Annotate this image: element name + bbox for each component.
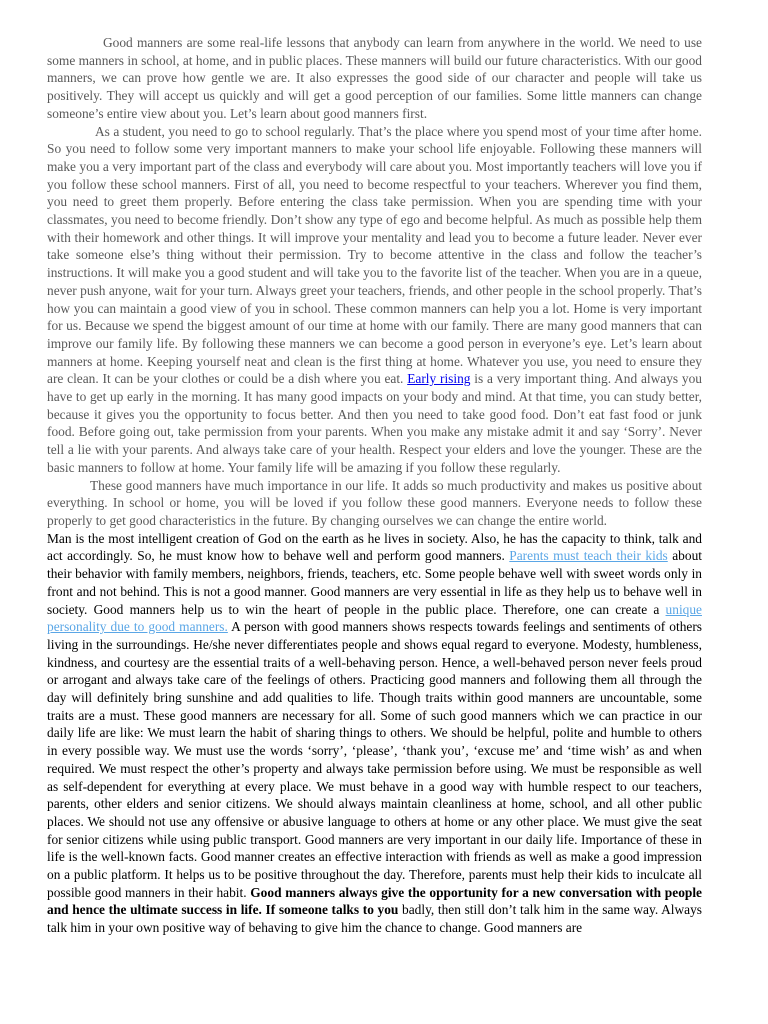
paragraph-text: As a student, you need to go to school regularly. That’s the place where you spend most of your time after home. So you need to follow some very important manners to make your school life enjoyable. Following these manners will make you a very important part of the class and everybody will care about you. Most importantly teachers will love you if you follow these school manners. First of all, you need to become respectful to your teachers. Wherever you find them, you need to greet them properly. Before entering the class take permission. When you are spending time with your classmates, you need to become friendly. Don’t show any type of ego and become helpful. As much as possible help them with their homework and other things. It will improve your mentality and lead you to become a future leader. Never ever take someone else’s thing without their permission. Try to become attentive in the class and follow the teacher’s instructions. It will make you a good student and will take you to the favorite list of the teacher. When you are in a queue, never push anyone, wait for your turn. Always greet your teachers, friends, and other people in the school properly. That’s how you can maintain a good view of you in school. These common manners can help you a lot. Home is very important for us. Because we spend the biggest amount of our time at home with our family. There are many good manners that can improve our family life. By following these manners we can become a good person in everyone’s eye. Let’s learn about manners at home. Keeping yourself neat and clean is the first thing at home. Whatever you use, you need to ensure they are clean. It can be your clothes or could be a dish where you eat. xyxy=(47,123,702,387)
link-early-rising[interactable]: Early rising xyxy=(407,371,471,387)
bold-statement: Good manners always give the opportunity for a new conversation with people and hence the ultimate success in life. If someone talks to you xyxy=(47,884,702,918)
paragraph-man-society xyxy=(47,530,702,937)
link-parents-teach-kids[interactable]: Parents must teach their kids xyxy=(509,548,668,564)
paragraph-school-home xyxy=(47,123,702,477)
paragraph-text: badly, then still don’t talk him in the same way. Always talk him in your own positive way of behaving to give him the chance to change. Good manners are xyxy=(47,902,702,936)
document-page xyxy=(47,34,702,937)
paragraph-text: A person with good manners shows respects towards feelings and sentiments of others living in the surroundings. He/she never differentiates people and shows equal regard to everyone. Modesty, humbleness, kindness, and courtesy are the essential traits of a well-behaving person. Hence, a well-behaved person never feels proud or arrogant and always take care of the feelings of others. Practicing good manners and following them all through the day will definitely bring sunshine and add qualities to life. Though traits within good manners are uncountable, some traits are a must. These good manners are necessary for all. Some of such good manners which we can practice in our daily life are like: We must learn the habit of sharing things to others. We should be helpful, polite and humble to others in every possible way. We must use the words ‘sorry’, ‘please’, ‘thank you’, ‘excuse me’ and ‘time wish’ as and when required. We must respect the other’s property and always take permission before using. We must be responsible as well as self-dependent for everything at every place. We must behave in a good way with humble respect to our teachers, parents, other elders and senior citizens. We should always maintain cleanliness at home, school, and all other public places. We should not use any offensive or abusive language to others at home or any other place. We must give the seat for senior citizens while using public transport. Good manners are very important in our daily life. Importance of these in life is the well-known facts. Good manner creates an effective interaction with friends as well as make a good impression on a public platform. It helps us to be positive throughout the day. Therefore, parents must help their kids to inculcate all possible good manners in their habit. xyxy=(47,619,702,900)
paragraph-text: about their behavior with family members, neighbors, friends, teachers, etc. Some people behave well with sweet words only in front and not behind. This is not a good manner. Good manners are very essential in life as they help us to behave well in society. Good manners help us to win the heart of people in the public place. Therefore, one can create a xyxy=(47,548,702,617)
paragraph-text: Man is the most intelligent creation of God on the earth as he lives in society. Also, he has the capacity to think, talk and act accordingly. So, he must know how to behave well and perform good manners. xyxy=(47,530,702,564)
paragraph-text: is a very important thing. And always you have to get up early in the morning. It has many good impacts on your body and mind. At that time, you can study better, because it gives you the opportunity to focus better. And then you need to take good food. Don’t eat fast food or junk food. Before going out, take permission from your parents. When you make any mistake admit it and say ‘Sorry’. Never tell a lie with your parents. And always take care of your health. Respect your elders and love the younger. These are the basic manners to follow at home. Your family life will be amazing if you follow these regularly. xyxy=(47,371,703,475)
paragraph-importance: These good manners have much importance in our life. It adds so much productivity and makes us positive about everything. In school or home, you will be loved if you follow these good manners. Everyone needs to follow these properly to get good characteristics in the future. By changing ourselves we can change the entire world. xyxy=(47,477,702,528)
link-unique-personality[interactable]: unique personality due to good manners. xyxy=(47,601,702,635)
paragraph-intro: Good manners are some real-life lessons that anybody can learn from anywhere in the world. We need to use some manners in school, at home, and in public places. These manners will build our future characteristics. With our good manners, we can prove how gentle we are. It also expresses the good side of our character and people will take us positively. They will accept us quickly and will get a good perception of our families. Some little manners can change someone’s entire view about you. Let’s learn about good manners first. xyxy=(47,35,702,121)
